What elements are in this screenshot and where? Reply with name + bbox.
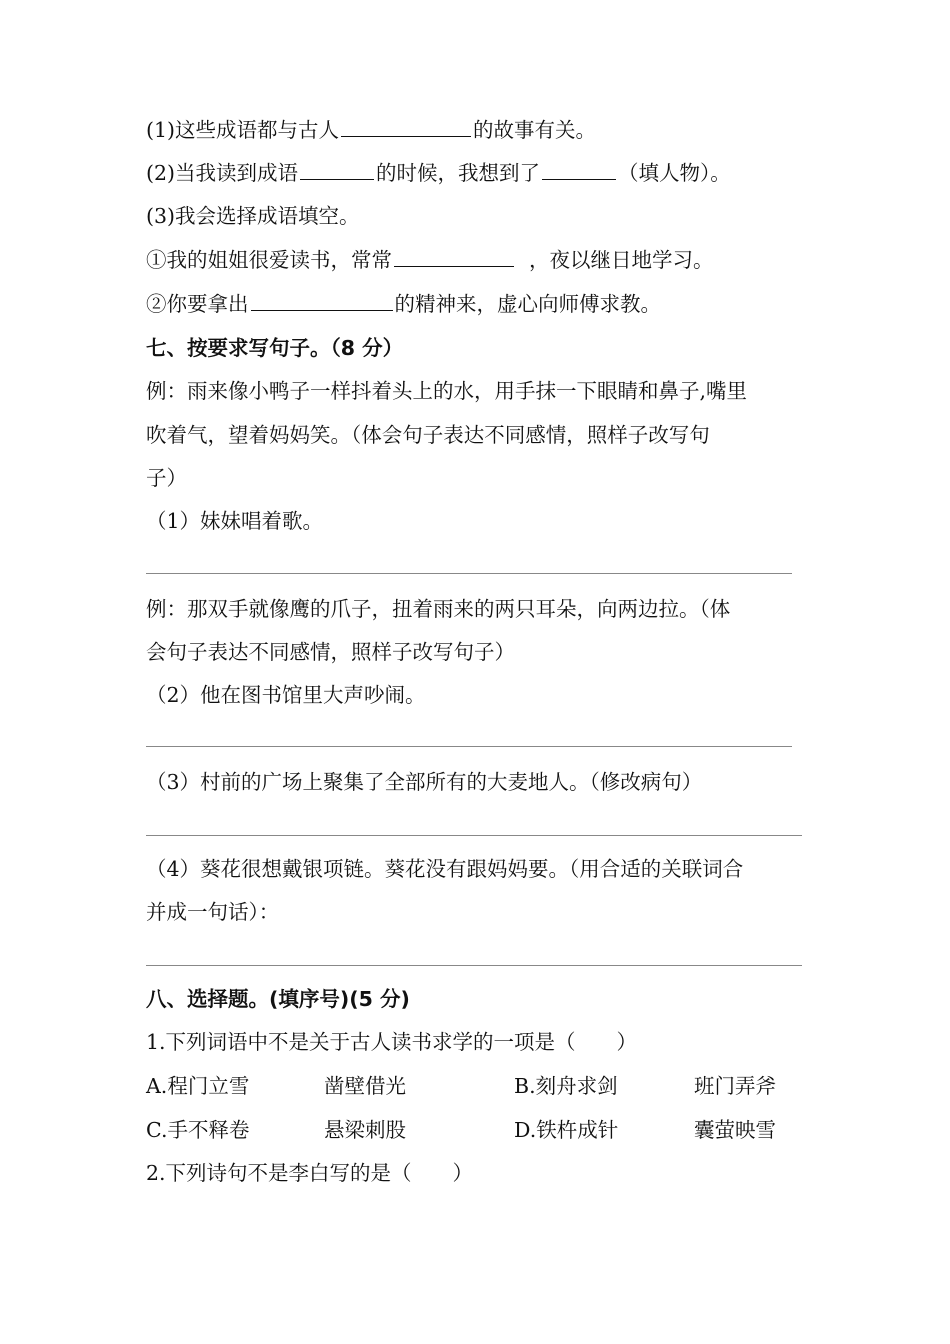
answer-line[interactable] bbox=[146, 573, 792, 574]
answer-line[interactable] bbox=[146, 965, 802, 966]
question-7-4: （4）葵花很想戴银项链。葵花没有跟妈妈要。（用合适的关联词合 bbox=[146, 857, 744, 881]
question-6-3-2 bbox=[146, 290, 661, 318]
option-a[interactable]: A.程门立雪 bbox=[146, 1074, 250, 1098]
question-8-1: 1.下列词语中不是关于古人读书求学的一项是（ ） bbox=[146, 1030, 638, 1054]
answer-blank[interactable] bbox=[341, 118, 471, 137]
answer-blank[interactable] bbox=[394, 248, 514, 267]
section-title: 八、选择题。(填序号)(5 分) bbox=[146, 987, 410, 1011]
section-title: 七、按要求写句子。（8 分） bbox=[146, 336, 404, 360]
answer-blank[interactable] bbox=[542, 161, 616, 180]
example-text: 例：那双手就像鹰的爪子，扭着雨来的两只耳朵，向两边拉。（体 bbox=[146, 597, 731, 621]
question-6-2 bbox=[146, 159, 731, 187]
question-text: 的故事有关。 bbox=[473, 118, 597, 142]
question-text: ①我的姐姐很爱读书，常常 bbox=[146, 248, 392, 272]
question-8-2: 2.下列诗句不是李白写的是（ ） bbox=[146, 1161, 474, 1185]
example-text: 子） bbox=[146, 466, 187, 490]
option-d[interactable]: D.铁杵成针 bbox=[514, 1118, 619, 1142]
question-6-1 bbox=[146, 116, 596, 144]
option-c[interactable]: C.手不释卷 bbox=[146, 1118, 250, 1142]
question-text: (2)当我读到成语 bbox=[146, 161, 299, 185]
option-d-word: 囊萤映雪 bbox=[694, 1118, 776, 1142]
question-text: ，夜以继日地学习。 bbox=[529, 248, 714, 272]
question-7-1: （1）妹妹唱着歌。 bbox=[146, 509, 324, 533]
question-6-3 bbox=[146, 202, 360, 230]
question-text: (1)这些成语都与古人 bbox=[146, 118, 340, 142]
option-a-word: 凿壁借光 bbox=[324, 1074, 406, 1098]
option-b-word: 班门弄斧 bbox=[694, 1074, 776, 1098]
question-text: (3)我会选择成语填空。 bbox=[146, 204, 360, 228]
question-text: ②你要拿出 bbox=[146, 292, 249, 316]
question-7-4-cont: 并成一句话）： bbox=[146, 900, 280, 924]
question-text: （填人物）。 bbox=[618, 161, 731, 185]
question-text: 的精神来，虚心向师傅求教。 bbox=[394, 292, 661, 316]
example-text: 例：雨来像小鸭子一样抖着头上的水，用手抹一下眼睛和鼻子,嘴里 bbox=[146, 379, 748, 403]
option-b[interactable]: B.刻舟求剑 bbox=[514, 1074, 618, 1098]
option-c-word: 悬梁刺股 bbox=[324, 1118, 406, 1142]
question-7-3: （3）村前的广场上聚集了全部所有的大麦地人。（修改病句） bbox=[146, 770, 703, 794]
question-6-3-1 bbox=[146, 246, 714, 274]
example-text: 吹着气，望着妈妈笑。（体会句子表达不同感情，照样子改写句 bbox=[146, 423, 710, 447]
answer-line[interactable] bbox=[146, 835, 802, 836]
example-text: 会句子表达不同感情，照样子改写句子） bbox=[146, 640, 515, 664]
answer-blank[interactable] bbox=[251, 292, 393, 311]
question-text: 的时候，我想到了 bbox=[376, 161, 541, 185]
question-7-2: （2）他在图书馆里大声吵闹。 bbox=[146, 683, 426, 707]
answer-blank[interactable] bbox=[300, 161, 374, 180]
answer-line[interactable] bbox=[146, 746, 792, 747]
